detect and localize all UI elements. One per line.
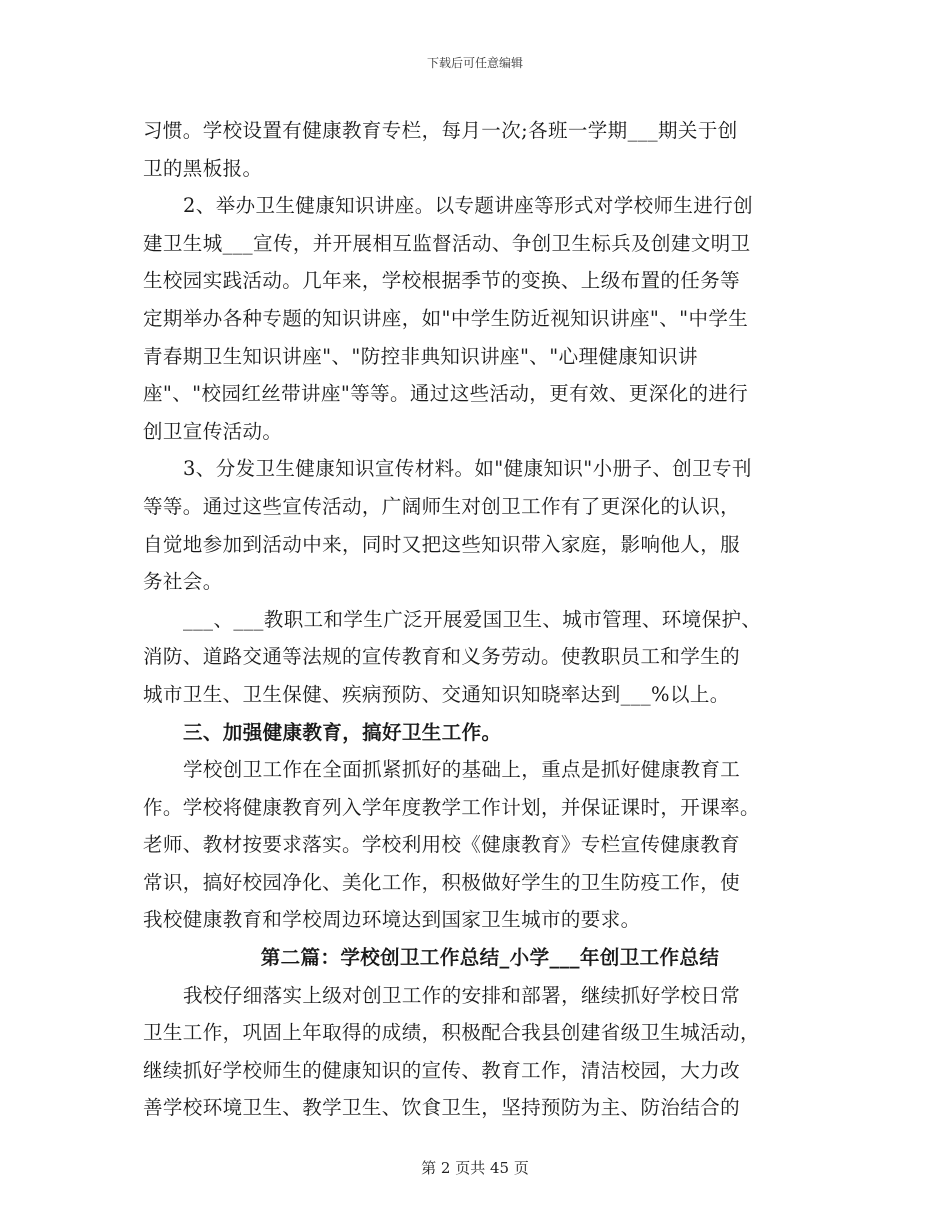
paragraph-start: 2、举办卫生健康知识讲座。以专题讲座等形式对学校师生进行创 <box>183 194 754 218</box>
chapter-title: 第二篇：学校创卫工作总结_小学___年创卫工作总结 <box>260 946 720 970</box>
text-line: 自觉地参加到活动中来，同时又把这些知识带入家庭，影响他人，服 <box>143 532 741 556</box>
text-line: 青春期卫生知识讲座"、"防控非典知识讲座"、"心理健康知识讲 <box>143 344 698 368</box>
text-line: 城市卫生、卫生保健、疾病预防、交通知识知晓率达到___%以上。 <box>143 682 730 706</box>
text-line: 消防、道路交通等法规的宣传教育和义务劳动。使教职员工和学生的 <box>143 645 741 669</box>
text-line: 善学校环境卫生、教学卫生、饮食卫生，坚持预防为主、防治结合的 <box>143 1096 741 1120</box>
text-line: 建卫生城___宣传，并开展相互监督活动、争创卫生标兵及创建文明卫 <box>143 231 751 255</box>
text-line: 习惯。学校设置有健康教育专栏，每月一次;各班一学期___期关于创 <box>143 119 738 142</box>
text-line: 卫生工作，巩固上年取得的成绩，积极配合我县创建省级卫生城活动， <box>143 1021 760 1045</box>
text-line: 定期举办各种专题的知识讲座，如"中学生防近视知识讲座"、"中学生 <box>143 306 749 330</box>
paragraph-start: 我校仔细落实上级对创卫工作的安排和部署，继续抓好学校日常 <box>183 983 741 1007</box>
text-line: 座"、"校园红丝带讲座"等等。通过这些活动，更有效、更深化的进行 <box>143 382 749 406</box>
text-line: 创卫宣传活动。 <box>143 419 283 443</box>
paragraph-start: ___、___教职工和学生广泛开展爱国卫生、城市管理、环境保护、 <box>183 607 762 631</box>
text-line: 继续抓好学校师生的健康知识的宣传、教育工作，清洁校园，大力改 <box>143 1058 741 1082</box>
text-line: 生校园实践活动。几年来，学校根据季节的变换、上级布置的任务等 <box>143 269 741 293</box>
paragraph-start: 学校创卫工作在全面抓紧抓好的基础上，重点是抓好健康教育工 <box>183 758 741 782</box>
text-line: 卫的黑板报。 <box>143 156 263 180</box>
text-line: 务社会。 <box>143 570 223 594</box>
text-line: 常识，搞好校园净化、美化工作，积极做好学生的卫生防疫工作，使 <box>143 870 741 894</box>
section-heading: 三、加强健康教育，搞好卫生工作。 <box>183 720 502 744</box>
page-header: 下载后可任意编辑 <box>426 56 523 70</box>
text-line: 老师、教材按要求落实。学校利用校《健康教育》专栏宣传健康教育 <box>143 833 741 857</box>
text-line: 等等。通过这些宣传活动，广阔师生对创卫工作有了更深化的认识， <box>143 494 741 518</box>
text-line: 作。学校将健康教育列入学年度教学工作计划，并保证课时，开课率。 <box>143 795 760 819</box>
text-line: 我校健康教育和学校周边环境达到国家卫生城市的要求。 <box>143 908 641 932</box>
paragraph-start: 3、分发卫生健康知识宣传材料。如"健康知识"小册子、创卫专刊 <box>183 457 752 481</box>
document-body <box>143 112 811 1127</box>
page-footer: 第 2 页共 45 页 <box>421 1159 529 1177</box>
